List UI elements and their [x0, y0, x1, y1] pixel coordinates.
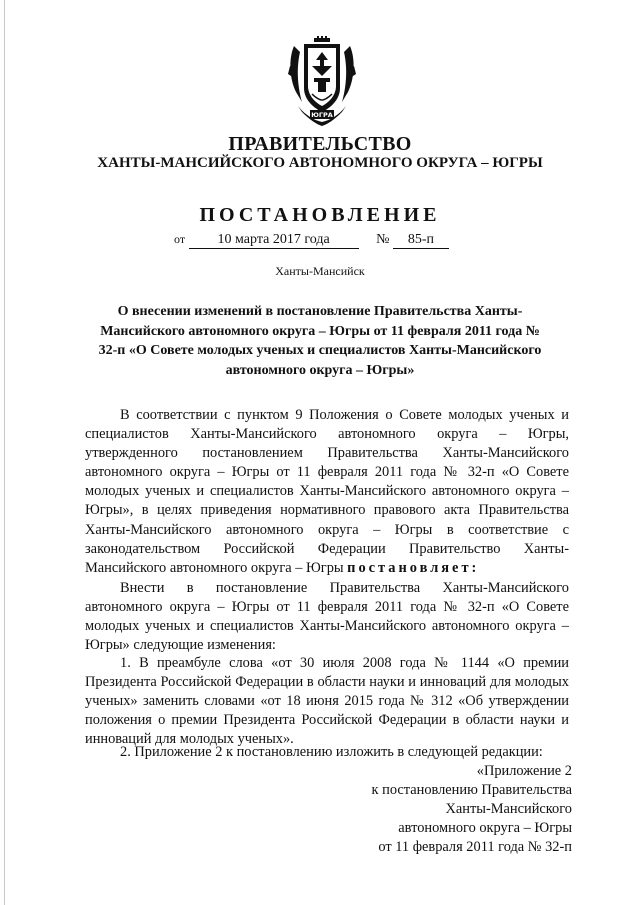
place-of-issue: Ханты-Мансийск: [275, 264, 365, 278]
amendment-intro-paragraph: Внести в постановление Правительства Ханты-Мансийского автономного округа – Югры от 11 февраля 2011 года № 32-п «О Совете молодых ученых и специалистов Ханты-Мансийского автономного округа – Югры» следующие изменения:: [85, 580, 569, 654]
appendix-line-5: от 11 февраля 2011 года № 32-п: [378, 839, 572, 856]
number-value: 85-п: [393, 232, 449, 249]
government-title: ПРАВИТЕЛЬСТВО: [228, 133, 412, 155]
amendment-item-2: 2. Приложение 2 к постановлению изложить в следующей редакции:: [120, 744, 543, 760]
amendment-item-1: 1. В преамбуле слова «от 30 июля 2008 года № 1144 «О премии Президента Российской Федерации в области науки и инноваций для молодых ученых» заменить словами «от 18 июня 2015 года № 312 «Об утверждении положения о премии Президента Российской Федерации в области науки и инноваций для молодых ученых».: [85, 655, 569, 748]
appendix-line-2: к постановлению Правительства: [371, 782, 572, 799]
appendix-line-3: Ханты-Мансийского: [445, 801, 572, 818]
emblem-ribbon-text: ЮГРА: [311, 111, 333, 119]
appendix-heading: [372, 762, 572, 857]
document-type: ПОСТАНОВЛЕНИЕ: [199, 204, 441, 226]
date-value: 10 марта 2017 года: [189, 232, 359, 249]
date-label: от: [174, 232, 186, 246]
preamble-paragraph: [85, 406, 569, 578]
preamble-text: В соответствии с пунктом 9 Положения о Совете молодых ученых и специалистов Ханты-Мансийского автономного округа – Югры, утвержденного постановлением Правительства Ханты-Мансийского автономного округа – Югры от 11 февраля 2011 года № 32-п «О Совете молодых ученых и специалистов Ханты-Мансийского автономного округа – Югры», в целях приведения нормативного правового акта Правительства Ханты-Мансийского автономного округа – Югры в соответствие с законодательством Российской Федерации Правительство Ханты-Мансийского автономного округа – Югры: [85, 407, 569, 576]
decree-keyword: постановляет:: [347, 559, 480, 576]
document-subject: О внесении изменений в постановление Правительства Ханты-Мансийского автономного округа – Югры от 11 февраля 2011 года № 32-п «О Совете молодых ученых и специалистов Ханты-Мансийского автономного округа – Югры»: [98, 304, 542, 378]
appendix-line-1: «Приложение 2: [476, 763, 572, 779]
region-title: ХАНТЫ-МАНСИЙСКОГО АВТОНОМНОГО ОКРУГА – ЮГРЫ: [97, 155, 543, 171]
appendix-line-4: автономного округа – Югры: [398, 820, 572, 837]
coat-of-arms-icon: [284, 36, 360, 128]
date-number-line: [174, 232, 449, 249]
number-label: №: [376, 232, 390, 247]
